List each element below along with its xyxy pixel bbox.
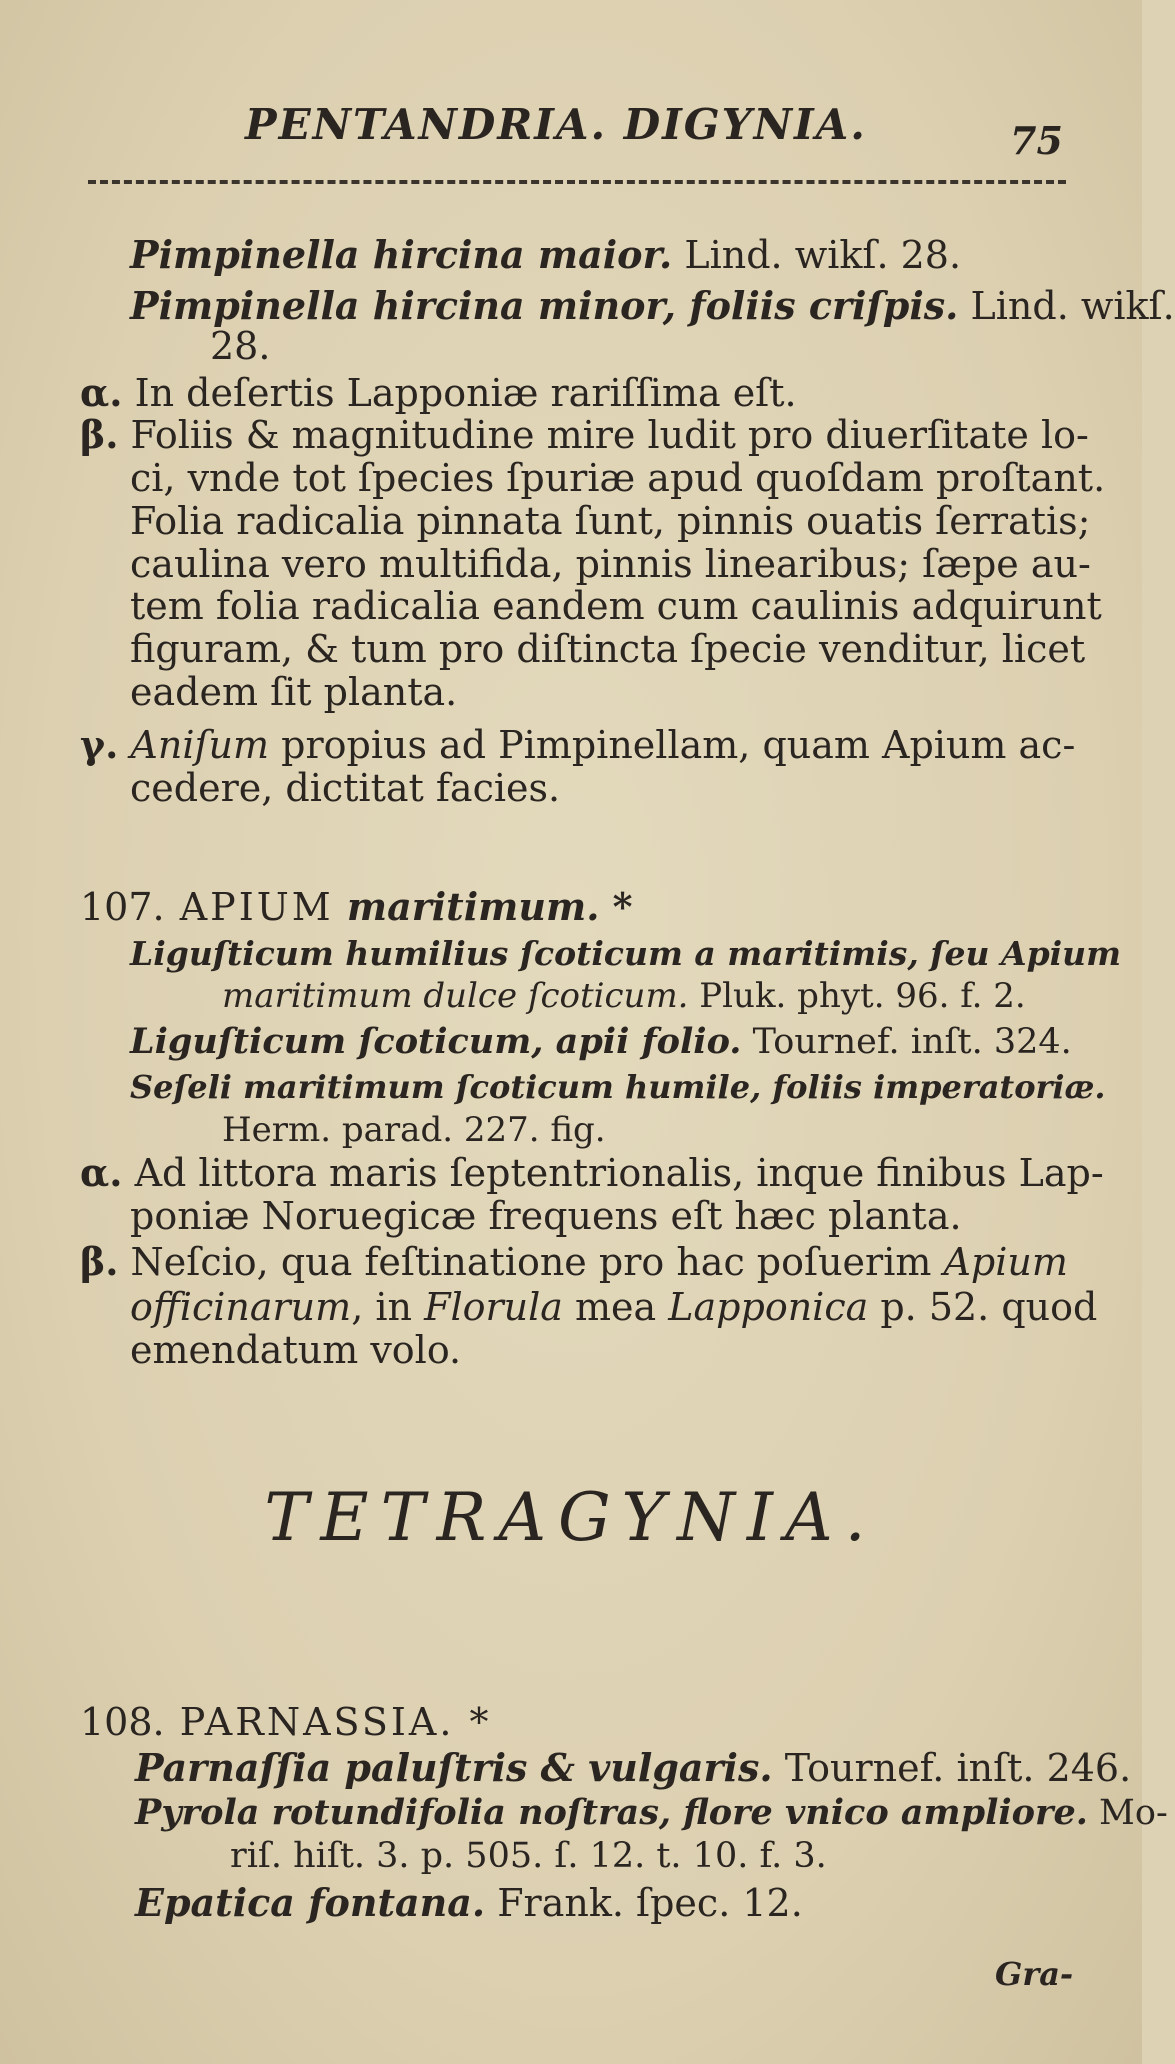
note-line: emendatum volo. — [130, 1328, 462, 1372]
genus-heading: 108. PARNASSIA. * — [80, 1700, 492, 1744]
note-line: Folia radicalia pinnata ſunt, pinnis ouatis ſerratis; — [130, 499, 1091, 543]
synonym-line: Parnaſſia paluſtris & vulgaris. Tournef. inſt. 246. — [135, 1745, 1132, 1790]
synonym-line: Pyrola rotundifolia noſtras, flore vnico ampliore. Mo- — [135, 1792, 1168, 1833]
synonym-line: Pimpinella hircina minor, foliis criſpis. Lind. wikſ. — [130, 283, 1175, 328]
synonym-continuation: Herm. parad. 227. fig. — [222, 1110, 606, 1150]
note-alpha: α. Ad littora maris ſeptentrionalis, inque finibus Lap- — [80, 1150, 1104, 1195]
note-line: tem folia radicalia eandem cum caulinis adquirunt — [130, 584, 1102, 628]
header-rule — [88, 180, 1066, 184]
note-line: officinarum, in Florula mea Lapponica p. 52. quod — [130, 1285, 1098, 1329]
synonym-line: Liguſticum humilius ſcoticum a maritimis, ſeu Apium — [130, 934, 1122, 973]
note-gamma: γ. Aniſum propius ad Pimpinellam, quam Apium ac- — [80, 722, 1076, 767]
note-line: ci, vnde tot ſpecies ſpuriæ apud quoſdam proſtant. — [130, 456, 1106, 500]
synonym-continuation: 28. — [210, 324, 271, 368]
synonym-line: Seſeli maritimum ſcoticum humile, foliis imperatoriæ. — [130, 1068, 1106, 1106]
note-line: eadem ſit planta. — [130, 670, 458, 714]
genus-heading: 107. APIUM maritimum. * — [80, 884, 633, 929]
running-header: PENTANDRIA. DIGYNIA. — [245, 100, 867, 149]
catchword: Gra- — [995, 1955, 1074, 1993]
synonym-continuation: maritimum dulce ſcoticum. Pluk. phyt. 96. f. 2. — [222, 976, 1026, 1016]
note-alpha: α. In deſertis Lapponiæ rariſſima eſt. — [80, 370, 797, 415]
note-line: cedere, dictitat facies. — [130, 766, 561, 810]
section-title: TETRAGYNIA. — [264, 1479, 878, 1556]
page-number: 75 — [1010, 118, 1063, 163]
note-line: poniæ Noruegicæ frequens eſt hæc planta. — [130, 1194, 962, 1238]
synonym-line: Pimpinella hircina maior. Lind. wikſ. 28. — [130, 232, 962, 277]
note-beta: β. Neſcio, qua feſtinatione pro hac poſuerim Apium — [80, 1239, 1068, 1284]
synonym-line: Epatica fontana. Frank. ſpec. 12. — [135, 1880, 803, 1925]
note-line: caulina vero multifida, pinnis linearibus; ſæpe au- — [130, 542, 1091, 586]
note-line: figuram, & tum pro diſtincta ſpecie venditur, licet — [130, 627, 1086, 671]
synonym-continuation: riſ. hiſt. 3. p. 505. ſ. 12. t. 10. f. 3. — [230, 1836, 827, 1876]
note-beta: β. Foliis & magnitudine mire ludit pro diuerſitate lo- — [80, 412, 1089, 457]
synonym-line: Liguſticum ſcoticum, apii folio. Tournef. inſt. 324. — [130, 1021, 1072, 1062]
